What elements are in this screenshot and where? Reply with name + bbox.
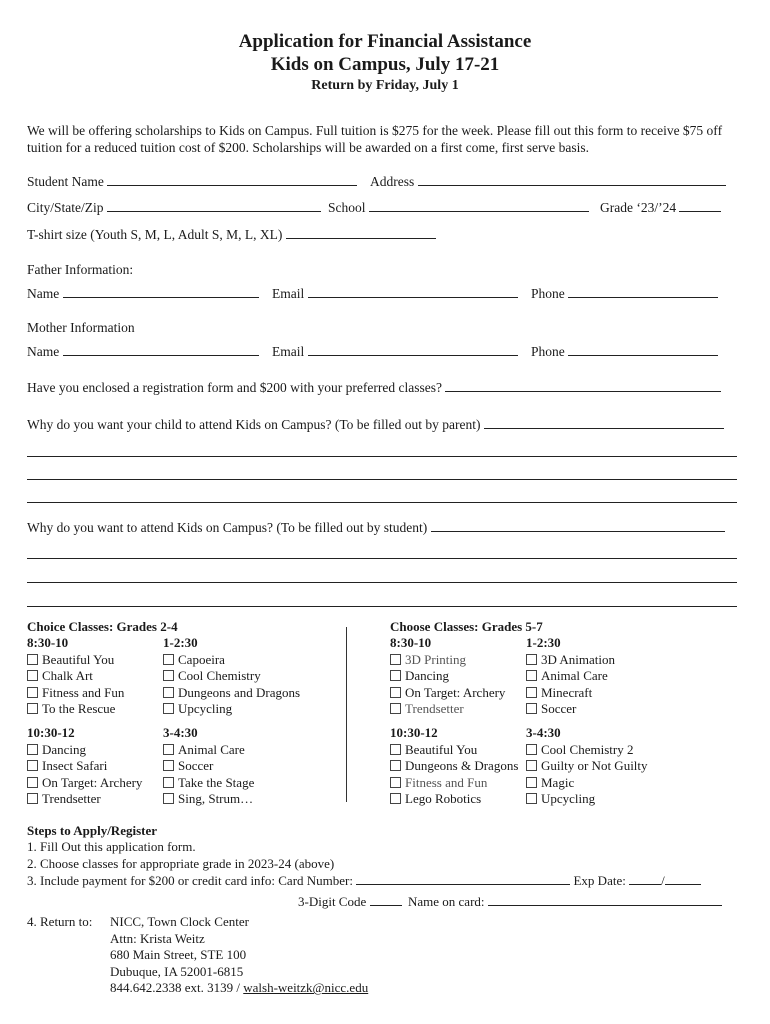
- checkbox-icon[interactable]: [163, 703, 174, 714]
- step-3-label: 3. Include payment for $200 or credit card info: Card Number:: [27, 873, 353, 888]
- slot-time: 1-2:30: [163, 635, 198, 650]
- intro-paragraph: We will be offering scholarships to Kids on Campus. Full tuition is $275 for the week. Please fill out this form to receive $75 off tuition for a reduced tuition cost of $200. Scholarships will be awarded on a first come, first serve basis.: [27, 123, 723, 155]
- city-field[interactable]: [107, 199, 321, 212]
- card-number-field[interactable]: [356, 872, 570, 885]
- class-option[interactable]: Cool Chemistry: [163, 668, 261, 683]
- class-option[interactable]: Guilty or Not Guilty: [526, 758, 648, 773]
- class-option[interactable]: Sing, Strum…: [163, 791, 253, 806]
- school-field[interactable]: [369, 199, 589, 212]
- mother-email-row: [272, 343, 518, 360]
- slot-time: 8:30-10: [27, 635, 69, 650]
- class-option[interactable]: Trendsetter: [390, 701, 464, 716]
- checkbox-icon[interactable]: [390, 760, 401, 771]
- tshirt-row: [27, 226, 436, 243]
- class-option[interactable]: Magic: [526, 775, 574, 790]
- checkbox-icon[interactable]: [526, 687, 537, 698]
- checkbox-icon[interactable]: [526, 777, 537, 788]
- checkbox-icon[interactable]: [27, 687, 38, 698]
- mother-phone-row: [531, 343, 718, 360]
- slot-time: 8:30-10: [390, 635, 432, 650]
- classes-right-slot-2: [526, 635, 615, 718]
- parent-question: Why do you want your child to attend Kids on Campus? (To be filled out by parent): [27, 417, 481, 432]
- city-label: City/State/Zip: [27, 200, 104, 215]
- mother-email-field[interactable]: [308, 343, 518, 356]
- student-answer-line-1[interactable]: [431, 519, 725, 532]
- parent-question-row: [27, 416, 724, 433]
- contact-phone: 844.642.2338 ext. 3139 /: [110, 980, 244, 996]
- parent-answer-line-4[interactable]: [27, 502, 737, 503]
- contact-email-link[interactable]: walsh-weitzk@nicc.edu: [243, 980, 369, 996]
- tshirt-label: T-shirt size (Youth S, M, L, Adult S, M, L, XL): [27, 227, 283, 242]
- school-label: School: [328, 200, 366, 215]
- exp-date-label: Exp Date:: [573, 873, 626, 888]
- address-line: NICC, Town Clock Center: [110, 914, 249, 929]
- checkbox-icon[interactable]: [27, 703, 38, 714]
- school-row: [328, 199, 589, 216]
- class-option[interactable]: 3D Animation: [526, 652, 615, 667]
- classes-left-heading: Choice Classes: Grades 2-4: [27, 619, 178, 634]
- checkbox-icon[interactable]: [526, 670, 537, 681]
- class-option[interactable]: Insect Safari: [27, 758, 107, 773]
- class-option[interactable]: Dungeons and Dragons: [163, 685, 300, 700]
- checkbox-icon[interactable]: [163, 687, 174, 698]
- class-option[interactable]: Upcycling: [163, 701, 232, 716]
- step-1: 1. Fill Out this application form.: [27, 839, 196, 854]
- return-address: [110, 914, 368, 997]
- city-row: [27, 199, 321, 216]
- step-3-row: 3. Include payment for $200 or credit card info: Card Number: Exp Date: /: [27, 872, 701, 890]
- checkbox-icon[interactable]: [27, 744, 38, 755]
- class-option[interactable]: Dungeons & Dragons: [390, 758, 518, 773]
- classes-right-slot-3: [390, 725, 518, 808]
- classes-left-slot-1: [27, 635, 124, 718]
- father-email-label: Email: [272, 286, 305, 301]
- checkbox-icon[interactable]: [526, 744, 537, 755]
- step-4-label: 4. Return to:: [27, 914, 93, 929]
- checkbox-icon[interactable]: [526, 654, 537, 665]
- digit-code-field[interactable]: [370, 893, 402, 906]
- mother-heading: Mother Information: [27, 320, 135, 335]
- student-question: Why do you want to attend Kids on Campus? (To be filled out by student): [27, 520, 428, 535]
- enclosed-question: Have you enclosed a registration form and $200 with your preferred classes?: [27, 380, 442, 395]
- class-option[interactable]: Soccer: [163, 758, 213, 773]
- father-name-field[interactable]: [63, 285, 259, 298]
- student-answer-line-3[interactable]: [27, 582, 737, 583]
- student-name-row: [27, 173, 357, 190]
- class-option[interactable]: Upcycling: [526, 791, 595, 806]
- address-field[interactable]: [418, 173, 726, 186]
- classes-right-slot-4: [526, 725, 648, 808]
- address-line: Dubuque, IA 52001-6815: [110, 963, 244, 979]
- class-option[interactable]: Beautiful You: [390, 742, 477, 757]
- mother-phone-field[interactable]: [568, 343, 718, 356]
- step-2: 2. Choose classes for appropriate grade in 2023-24 (above): [27, 856, 335, 871]
- class-option[interactable]: Fitness and Fun: [390, 775, 487, 790]
- classes-right-slot-1: [390, 635, 505, 718]
- parent-answer-line-3[interactable]: [27, 479, 737, 480]
- checkbox-icon[interactable]: [163, 760, 174, 771]
- checkbox-icon[interactable]: [526, 760, 537, 771]
- checkbox-icon[interactable]: [27, 670, 38, 681]
- class-option[interactable]: Fitness and Fun: [27, 685, 124, 700]
- checkbox-icon[interactable]: [163, 670, 174, 681]
- father-name-row: [27, 285, 259, 302]
- slot-time: 3-4:30: [163, 725, 198, 740]
- father-email-field[interactable]: [308, 285, 518, 298]
- parent-answer-line-2[interactable]: [27, 456, 737, 457]
- classes-right-heading: Choose Classes: Grades 5-7: [390, 619, 543, 634]
- address-row: [370, 173, 726, 190]
- class-option[interactable]: 3D Printing: [390, 652, 466, 667]
- checkbox-icon[interactable]: [163, 654, 174, 665]
- return-by: Return by Friday, July 1: [311, 78, 459, 93]
- student-answer-line-2[interactable]: [27, 558, 737, 559]
- student-answer-line-4[interactable]: [27, 606, 737, 607]
- father-phone-field[interactable]: [568, 285, 718, 298]
- class-option[interactable]: Beautiful You: [27, 652, 114, 667]
- enclosed-answer-field[interactable]: [445, 379, 721, 392]
- classes-left-slot-2: [163, 635, 300, 718]
- slot-time: 10:30-12: [27, 725, 75, 740]
- mother-phone-label: Phone: [531, 344, 565, 359]
- father-heading: Father Information:: [27, 262, 134, 277]
- checkbox-icon[interactable]: [27, 654, 38, 665]
- name-on-card-field[interactable]: [488, 893, 722, 906]
- class-option[interactable]: Minecraft: [526, 685, 592, 700]
- checkbox-icon[interactable]: [27, 793, 38, 804]
- checkbox-icon[interactable]: [390, 654, 401, 665]
- checkbox-icon[interactable]: [390, 670, 401, 681]
- slot-time: 10:30-12: [390, 725, 438, 740]
- checkbox-icon[interactable]: [390, 687, 401, 698]
- class-option[interactable]: To the Rescue: [27, 701, 115, 716]
- name-on-card-label: Name on card:: [408, 894, 485, 909]
- checkbox-icon[interactable]: [390, 703, 401, 714]
- form-title: Application for Financial Assistance: [238, 31, 532, 52]
- classes-left-slot-3: [27, 725, 142, 808]
- father-phone-label: Phone: [531, 286, 565, 301]
- grade-label: Grade ‘23/’24: [600, 200, 677, 215]
- checkbox-icon[interactable]: [163, 793, 174, 804]
- mother-name-field[interactable]: [63, 343, 259, 356]
- checkbox-icon[interactable]: [526, 703, 537, 714]
- classes-left-slot-4: [163, 725, 254, 808]
- father-email-row: [272, 285, 518, 302]
- code-row: [298, 893, 722, 911]
- form-subtitle: Kids on Campus, July 17-21: [270, 54, 500, 75]
- checkbox-icon[interactable]: [390, 777, 401, 788]
- father-phone-row: [531, 285, 718, 302]
- enclosed-row: [27, 379, 721, 396]
- mother-name-label: Name: [27, 344, 60, 359]
- parent-answer-line-1[interactable]: [484, 416, 724, 429]
- class-option[interactable]: Trendsetter: [27, 791, 101, 806]
- class-option[interactable]: On Target: Archery: [390, 685, 505, 700]
- class-option[interactable]: Dancing: [390, 668, 449, 683]
- checkbox-icon[interactable]: [526, 793, 537, 804]
- slot-time: 1-2:30: [526, 635, 561, 650]
- mother-email-label: Email: [272, 344, 305, 359]
- tshirt-field[interactable]: [286, 226, 436, 239]
- class-option[interactable]: Lego Robotics: [390, 791, 481, 806]
- class-option[interactable]: Chalk Art: [27, 668, 93, 683]
- address-label: Address: [370, 174, 415, 189]
- mother-name-row: [27, 343, 259, 360]
- checkbox-icon[interactable]: [163, 777, 174, 788]
- checkbox-icon[interactable]: [27, 777, 38, 788]
- class-option[interactable]: Animal Care: [163, 742, 245, 757]
- class-option[interactable]: Dancing: [27, 742, 86, 757]
- student-question-row: [27, 519, 725, 536]
- column-divider: [346, 627, 347, 802]
- grade-field[interactable]: [679, 199, 721, 212]
- checkbox-icon[interactable]: [27, 760, 38, 771]
- father-name-label: Name: [27, 286, 60, 301]
- class-option[interactable]: Soccer: [526, 701, 576, 716]
- slot-time: 3-4:30: [526, 725, 561, 740]
- class-option[interactable]: On Target: Archery: [27, 775, 142, 790]
- checkbox-icon[interactable]: [390, 744, 401, 755]
- address-line: Attn: Krista Weitz: [110, 930, 205, 946]
- student-name-label: Student Name: [27, 174, 104, 189]
- checkbox-icon[interactable]: [163, 744, 174, 755]
- checkbox-icon[interactable]: [390, 793, 401, 804]
- exp-month-field[interactable]: [629, 872, 661, 885]
- steps-heading: Steps to Apply/Register: [27, 823, 157, 838]
- class-option[interactable]: Capoeira: [163, 652, 225, 667]
- class-option[interactable]: Cool Chemistry 2: [526, 742, 633, 757]
- grade-row: [600, 199, 721, 216]
- class-option[interactable]: Take the Stage: [163, 775, 254, 790]
- address-line: 680 Main Street, STE 100: [110, 947, 247, 963]
- class-option[interactable]: Animal Care: [526, 668, 608, 683]
- student-name-field[interactable]: [107, 173, 357, 186]
- exp-year-field[interactable]: [665, 872, 701, 885]
- digit-code-label: 3-Digit Code: [298, 894, 367, 909]
